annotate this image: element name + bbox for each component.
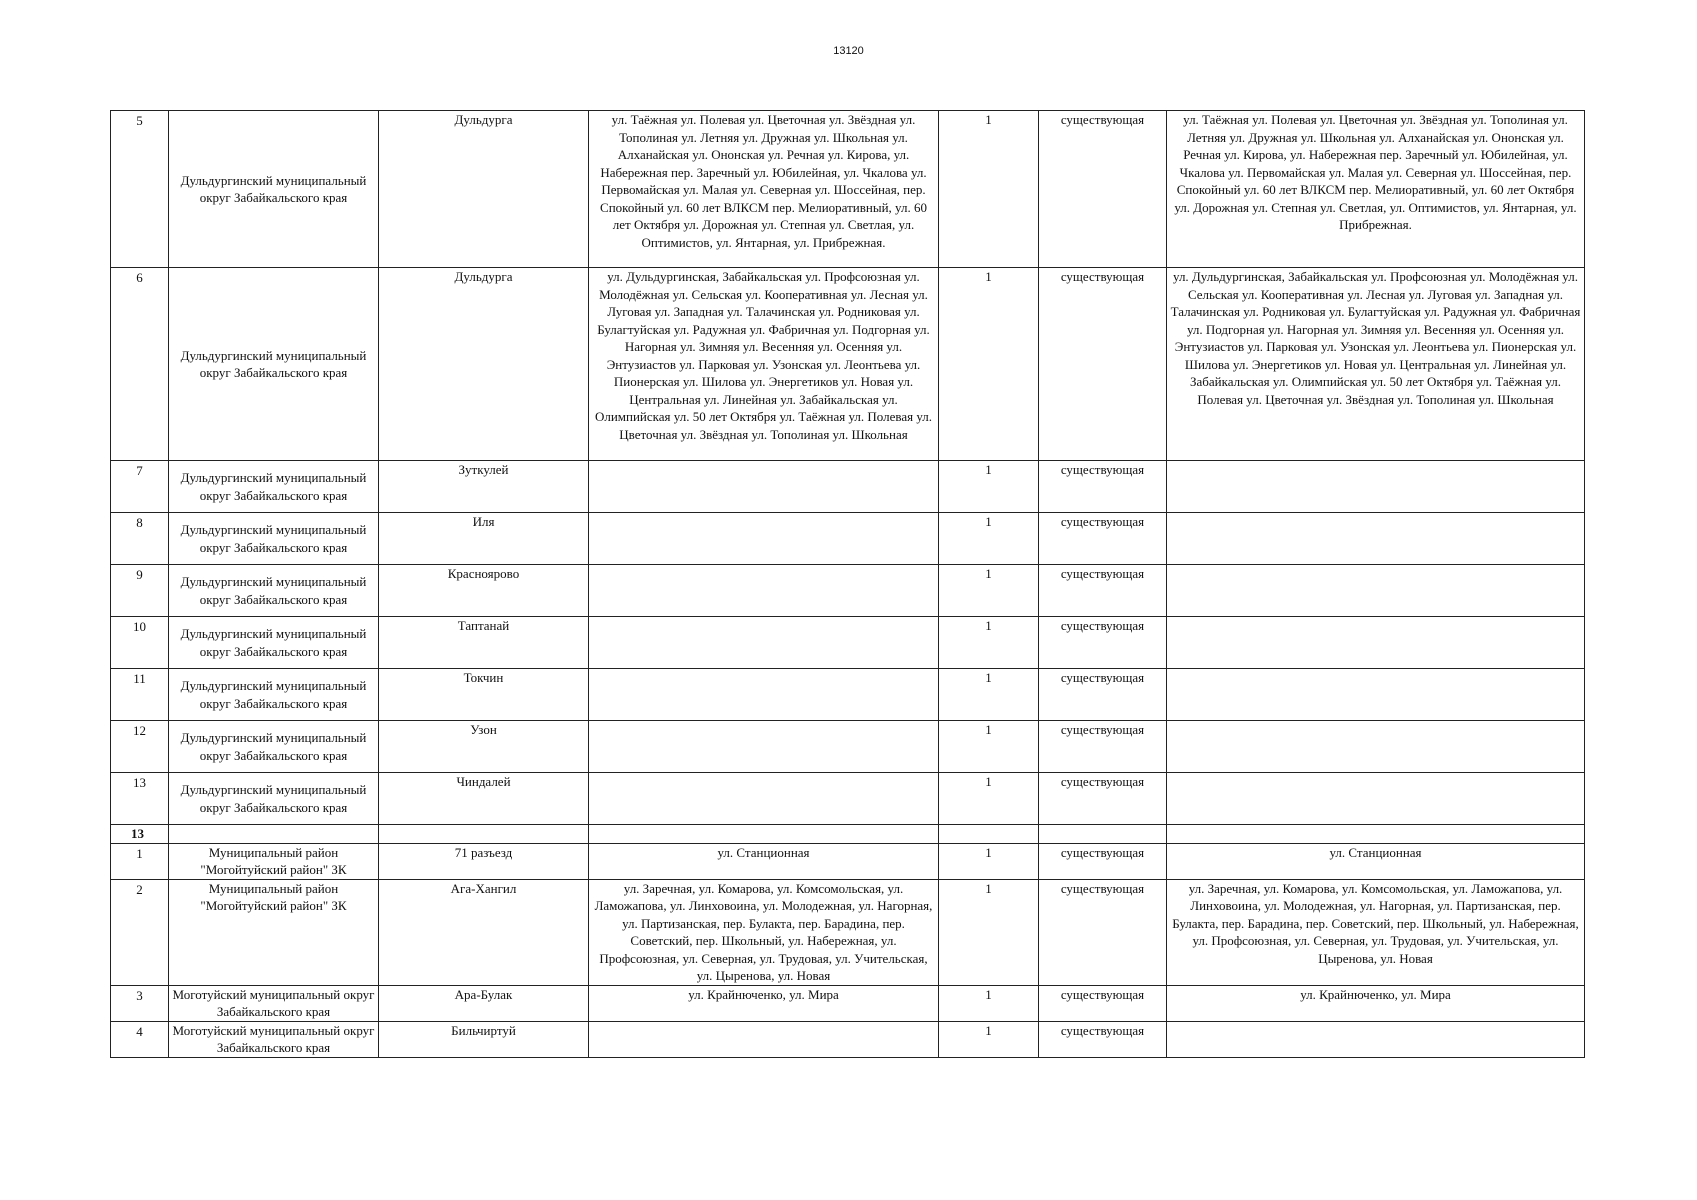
streets-served-cell bbox=[1167, 565, 1585, 617]
streets-cell: ул. Крайнюченко, ул. Мира bbox=[589, 985, 939, 1021]
table-row bbox=[111, 985, 1585, 1021]
table-row bbox=[111, 1021, 1585, 1057]
table-row bbox=[111, 513, 1585, 565]
table-row bbox=[111, 565, 1585, 617]
locality-cell: Таптанай bbox=[379, 617, 589, 669]
municipality-cell: Моготуйский муниципальный округ Забайкальского края bbox=[169, 1021, 379, 1057]
row-number: 8 bbox=[111, 513, 169, 565]
table-row bbox=[111, 669, 1585, 721]
quantity-cell: 1 bbox=[939, 669, 1039, 721]
streets-cell bbox=[589, 1021, 939, 1057]
quantity-cell: 1 bbox=[939, 985, 1039, 1021]
quantity-cell: 1 bbox=[939, 111, 1039, 268]
streets-cell bbox=[589, 721, 939, 773]
table-row bbox=[111, 268, 1585, 461]
streets-served-cell: ул. Таёжная ул. Полевая ул. Цветочная ул. Звёздная ул. Тополиная ул. Летняя ул. Дружная ул. Школьная ул. Алханайская ул. Ононская ул. Речная ул. Кирова, ул. Набережная пер. Заречный ул. Юбилейная, ул. Чкалова ул. Первомайская ул. Малая ул. Северная ул. Шоссейная, пер. Спокойный ул. 60 лет ВЛКСМ пер. Мелиоративный, ул. 60 лет Октября ул. Дорожная ул. Степная ул. Светлая, ул. Оптимистов, ул. Янтарная, ул. Прибрежная. bbox=[1167, 111, 1585, 268]
streets-served-cell bbox=[1167, 1021, 1585, 1057]
municipality-cell: Дульдургинский муниципальный округ Забайкальского края bbox=[169, 268, 379, 461]
locality-cell: Бильчиртуй bbox=[379, 1021, 589, 1057]
status-cell: существующая bbox=[1039, 461, 1167, 513]
streets-served-cell bbox=[1167, 773, 1585, 825]
status-cell: существующая bbox=[1039, 721, 1167, 773]
row-number: 5 bbox=[111, 111, 169, 268]
streets-served-cell bbox=[1167, 721, 1585, 773]
status-cell: существующая bbox=[1039, 1021, 1167, 1057]
locality-cell: Иля bbox=[379, 513, 589, 565]
municipality-cell: Дульдургинский муниципальный округ Забайкальского края bbox=[169, 721, 379, 773]
row-number: 12 bbox=[111, 721, 169, 773]
streets-served-cell bbox=[1167, 461, 1585, 513]
quantity-cell: 1 bbox=[939, 513, 1039, 565]
row-number: 10 bbox=[111, 617, 169, 669]
row-number: 2 bbox=[111, 879, 169, 985]
quantity-cell: 1 bbox=[939, 1021, 1039, 1057]
municipality-cell: Дульдургинский муниципальный округ Забайкальского края bbox=[169, 111, 379, 268]
row-number: 6 bbox=[111, 268, 169, 461]
locality-cell: 71 разъезд bbox=[379, 843, 589, 879]
quantity-cell: 1 bbox=[939, 617, 1039, 669]
streets-served-cell: ул. Заречная, ул. Комарова, ул. Комсомольская, ул. Ламожапова, ул. Линховоина, ул. Молодежная, ул. Нагорная, ул. Партизанская, пер. Булакта, пер. Барадина, пер. Советский, пер. Школьный, ул. Набережная, ул. Профсоюзная, ул. Северная, ул. Трудовая, ул. Учительская, ул. Цыренова, ул. Новая bbox=[1167, 879, 1585, 985]
row-number: 3 bbox=[111, 985, 169, 1021]
streets-served-cell bbox=[1167, 513, 1585, 565]
table-row bbox=[111, 773, 1585, 825]
status-cell: существующая bbox=[1039, 985, 1167, 1021]
locality-cell: Токчин bbox=[379, 669, 589, 721]
quantity-cell: 1 bbox=[939, 268, 1039, 461]
streets-cell: ул. Дульдургинская, Забайкальская ул. Профсоюзная ул. Молодёжная ул. Сельская ул. Кооперативная ул. Лесная ул. Луговая ул. Западная ул. Талачинская ул. Родниковая ул. Булагтуйская ул. Радужная ул. Фабричная ул. Подгорная ул. Нагорная ул. Зимняя ул. Весенняя ул. Осенняя ул. Энтузиастов ул. Парковая ул. Узонская ул. Леонтьева ул. Пионерская ул. Шилова ул. Энергетиков ул. Новая ул. Центральная ул. Линейная ул. Забайкальская ул. Олимпийская ул. 50 лет Октября ул. Таёжная ул. Полевая ул. Цветочная ул. Звёздная ул. Тополиная ул. Школьная bbox=[589, 268, 939, 461]
streets-cell bbox=[589, 513, 939, 565]
row-number: 13 bbox=[111, 773, 169, 825]
municipality-cell: Дульдургинский муниципальный округ Забайкальского края bbox=[169, 773, 379, 825]
status-cell: существующая bbox=[1039, 669, 1167, 721]
table-row bbox=[111, 617, 1585, 669]
municipality-cell: Моготуйский муниципальный округ Забайкальского края bbox=[169, 985, 379, 1021]
streets-cell: ул. Заречная, ул. Комарова, ул. Комсомольская, ул. Ламожапова, ул. Линховоина, ул. Молодежная, ул. Нагорная, ул. Партизанская, пер. Булакта, пер. Барадина, пер. Советский, пер. Школьный, ул. Набережная, ул. Профсоюзная, ул. Северная, ул. Трудовая, ул. Учительская, ул. Цыренова, ул. Новая bbox=[589, 879, 939, 985]
municipality-cell: Дульдургинский муниципальный округ Забайкальского края bbox=[169, 461, 379, 513]
locality-cell: Узон bbox=[379, 721, 589, 773]
group-label: 13 bbox=[111, 825, 169, 844]
locality-cell: Ага-Хангил bbox=[379, 879, 589, 985]
municipality-cell: Дульдургинский муниципальный округ Забайкальского края bbox=[169, 617, 379, 669]
streets-table bbox=[110, 110, 1585, 1058]
streets-cell bbox=[589, 773, 939, 825]
status-cell: существующая bbox=[1039, 773, 1167, 825]
streets-served-cell: ул. Станционная bbox=[1167, 843, 1585, 879]
status-cell: существующая bbox=[1039, 513, 1167, 565]
municipality-cell: Муниципальный район "Могойтуйский район" ЗК bbox=[169, 843, 379, 879]
municipality-cell: Дульдургинский муниципальный округ Забайкальского края bbox=[169, 513, 379, 565]
locality-cell: Дульдурга bbox=[379, 268, 589, 461]
row-number: 1 bbox=[111, 843, 169, 879]
quantity-cell: 1 bbox=[939, 565, 1039, 617]
status-cell: существующая bbox=[1039, 843, 1167, 879]
status-cell: существующая bbox=[1039, 879, 1167, 985]
quantity-cell: 1 bbox=[939, 879, 1039, 985]
streets-cell bbox=[589, 461, 939, 513]
streets-cell: ул. Таёжная ул. Полевая ул. Цветочная ул. Звёздная ул. Тополиная ул. Летняя ул. Дружная ул. Школьная ул. Алханайская ул. Ононская ул. Речная ул. Кирова, ул. Набережная пер. Заречный ул. Юбилейная, ул. Чкалова ул. Первомайская ул. Малая ул. Северная ул. Шоссейная, пер. Спокойный ул. 60 лет ВЛКСМ пер. Мелиоративный, ул. 60 лет Октября ул. Дорожная ул. Степная ул. Светлая, ул. Оптимистов, ул. Янтарная, ул. Прибрежная. bbox=[589, 111, 939, 268]
streets-served-cell: ул. Дульдургинская, Забайкальская ул. Профсоюзная ул. Молодёжная ул. Сельская ул. Кооперативная ул. Лесная ул. Луговая ул. Западная ул. Талачинская ул. Родниковая ул. Булагтуйская ул. Радужная ул. Фабричная ул. Подгорная ул. Нагорная ул. Зимняя ул. Весенняя ул. Осенняя ул. Энтузиастов ул. Парковая ул. Узонская ул. Леонтьева ул. Пионерская ул. Шилова ул. Энергетиков ул. Новая ул. Центральная ул. Линейная ул. Забайкальская ул. Олимпийская ул. 50 лет Октября ул. Таёжная ул. Полевая ул. Цветочная ул. Звёздная ул. Тополиная ул. Школьная bbox=[1167, 268, 1585, 461]
page-number: 13120 bbox=[833, 45, 864, 57]
row-number: 11 bbox=[111, 669, 169, 721]
table-row bbox=[111, 843, 1585, 879]
locality-cell: Чиндалей bbox=[379, 773, 589, 825]
locality-cell: Ара-Булак bbox=[379, 985, 589, 1021]
status-cell: существующая bbox=[1039, 617, 1167, 669]
quantity-cell: 1 bbox=[939, 461, 1039, 513]
locality-cell: Дульдурга bbox=[379, 111, 589, 268]
row-number: 7 bbox=[111, 461, 169, 513]
quantity-cell: 1 bbox=[939, 721, 1039, 773]
locality-cell: Красноярово bbox=[379, 565, 589, 617]
quantity-cell: 1 bbox=[939, 773, 1039, 825]
status-cell: существующая bbox=[1039, 565, 1167, 617]
municipality-cell: Муниципальный район "Могойтуйский район" ЗК bbox=[169, 879, 379, 985]
group-header-row bbox=[111, 825, 1585, 844]
table-row bbox=[111, 721, 1585, 773]
row-number: 9 bbox=[111, 565, 169, 617]
streets-cell bbox=[589, 617, 939, 669]
table-row bbox=[111, 879, 1585, 985]
status-cell: существующая bbox=[1039, 268, 1167, 461]
streets-cell bbox=[589, 565, 939, 617]
row-number: 4 bbox=[111, 1021, 169, 1057]
streets-cell bbox=[589, 669, 939, 721]
streets-cell: ул. Станционная bbox=[589, 843, 939, 879]
streets-served-cell bbox=[1167, 617, 1585, 669]
locality-cell: Зуткулей bbox=[379, 461, 589, 513]
streets-served-cell bbox=[1167, 669, 1585, 721]
quantity-cell: 1 bbox=[939, 843, 1039, 879]
table-row bbox=[111, 111, 1585, 268]
table-row bbox=[111, 461, 1585, 513]
streets-served-cell: ул. Крайнюченко, ул. Мира bbox=[1167, 985, 1585, 1021]
municipality-cell: Дульдургинский муниципальный округ Забайкальского края bbox=[169, 565, 379, 617]
municipality-cell: Дульдургинский муниципальный округ Забайкальского края bbox=[169, 669, 379, 721]
status-cell: существующая bbox=[1039, 111, 1167, 268]
